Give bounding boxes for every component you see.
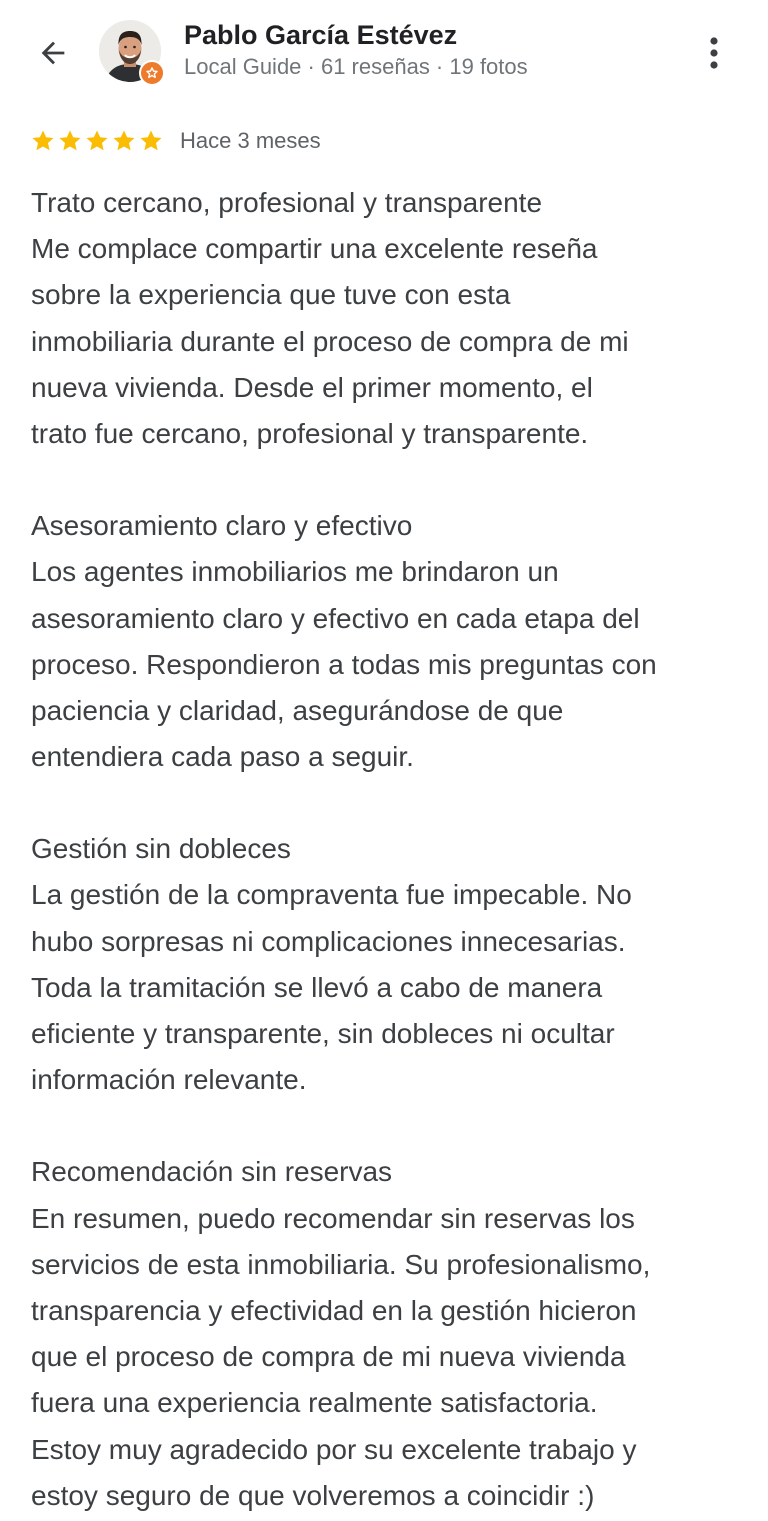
review-line: Toda la tramitación se llevó a cabo de manera bbox=[31, 971, 603, 1003]
review-line: Los agentes inmobiliarios me brindaron un bbox=[31, 556, 559, 588]
review-line: transparencia y efectividad en la gestión hicieron bbox=[31, 1294, 637, 1326]
review-line: que el proceso de compra de mi nueva vivienda bbox=[31, 1341, 626, 1373]
review-header bbox=[0, 0, 768, 100]
review-line: La gestión de la compraventa fue impecable. No bbox=[31, 879, 632, 911]
rating-row bbox=[30, 126, 321, 156]
review-line: En resumen, puedo recomendar sin reservas los bbox=[31, 1202, 635, 1234]
star-rating bbox=[30, 128, 164, 154]
review-line: servicios de esta inmobiliaria. Su profesionalismo, bbox=[31, 1248, 651, 1280]
review-text bbox=[31, 180, 751, 1519]
review-line: estoy seguro de que volveremos a coincidir :) bbox=[31, 1479, 595, 1511]
local-guide-badge-icon bbox=[139, 60, 165, 86]
review-line: inmobiliaria durante el proceso de compra de mi bbox=[31, 325, 629, 357]
review-line: información relevante. bbox=[31, 1064, 307, 1096]
star-icon bbox=[84, 128, 110, 154]
star-icon bbox=[138, 128, 164, 154]
review-line: fuera una experiencia realmente satisfactoria. bbox=[31, 1387, 598, 1419]
review-line: nueva vivienda. Desde el primer momento, el bbox=[31, 371, 593, 403]
review-section bbox=[31, 1149, 751, 1519]
review-line: trato fue cercano, profesional y transparente. bbox=[31, 417, 589, 449]
arrow-left-icon bbox=[36, 36, 70, 70]
more-options-button[interactable] bbox=[694, 30, 734, 76]
back-button[interactable] bbox=[30, 30, 76, 76]
star-icon bbox=[57, 128, 83, 154]
more-vertical-icon bbox=[708, 35, 720, 71]
review-section-title: Trato cercano, profesional y transparente bbox=[31, 187, 543, 218]
user-name[interactable]: Pablo García Estévez bbox=[184, 20, 458, 50]
review-section bbox=[31, 503, 751, 780]
review-date: Hace 3 meses bbox=[180, 128, 321, 153]
avatar[interactable] bbox=[99, 20, 161, 82]
review-line: paciencia y claridad, asegurándose de que bbox=[31, 694, 564, 726]
review-section bbox=[31, 180, 751, 457]
review-line: eficiente y transparente, sin dobleces ni ocultar bbox=[31, 1018, 615, 1049]
review-section-title: Asesoramiento claro y efectivo bbox=[31, 510, 413, 542]
review-line: sobre la experiencia que tuve con esta bbox=[31, 279, 511, 311]
review-line: hubo sorpresas ni complicaciones innecesarias. bbox=[31, 925, 626, 957]
review-section-title: Gestión sin dobleces bbox=[31, 833, 291, 865]
star-icon bbox=[30, 128, 56, 154]
review-line: Me complace compartir una excelente reseña bbox=[31, 233, 598, 265]
review-section bbox=[31, 826, 751, 1103]
review-line: proceso. Respondieron a todas mis preguntas con bbox=[31, 648, 657, 680]
review-line: entendiera cada paso a seguir. bbox=[31, 741, 414, 773]
review-line: asesoramiento claro y efectivo en cada etapa del bbox=[31, 602, 640, 634]
review-section-title: Recomendación sin reservas bbox=[31, 1156, 393, 1188]
review-line: Estoy muy agradecido por su excelente trabajo y bbox=[31, 1433, 637, 1465]
star-icon bbox=[111, 128, 137, 154]
user-meta: Local Guide · 61 reseñas · 19 fotos bbox=[184, 54, 528, 79]
